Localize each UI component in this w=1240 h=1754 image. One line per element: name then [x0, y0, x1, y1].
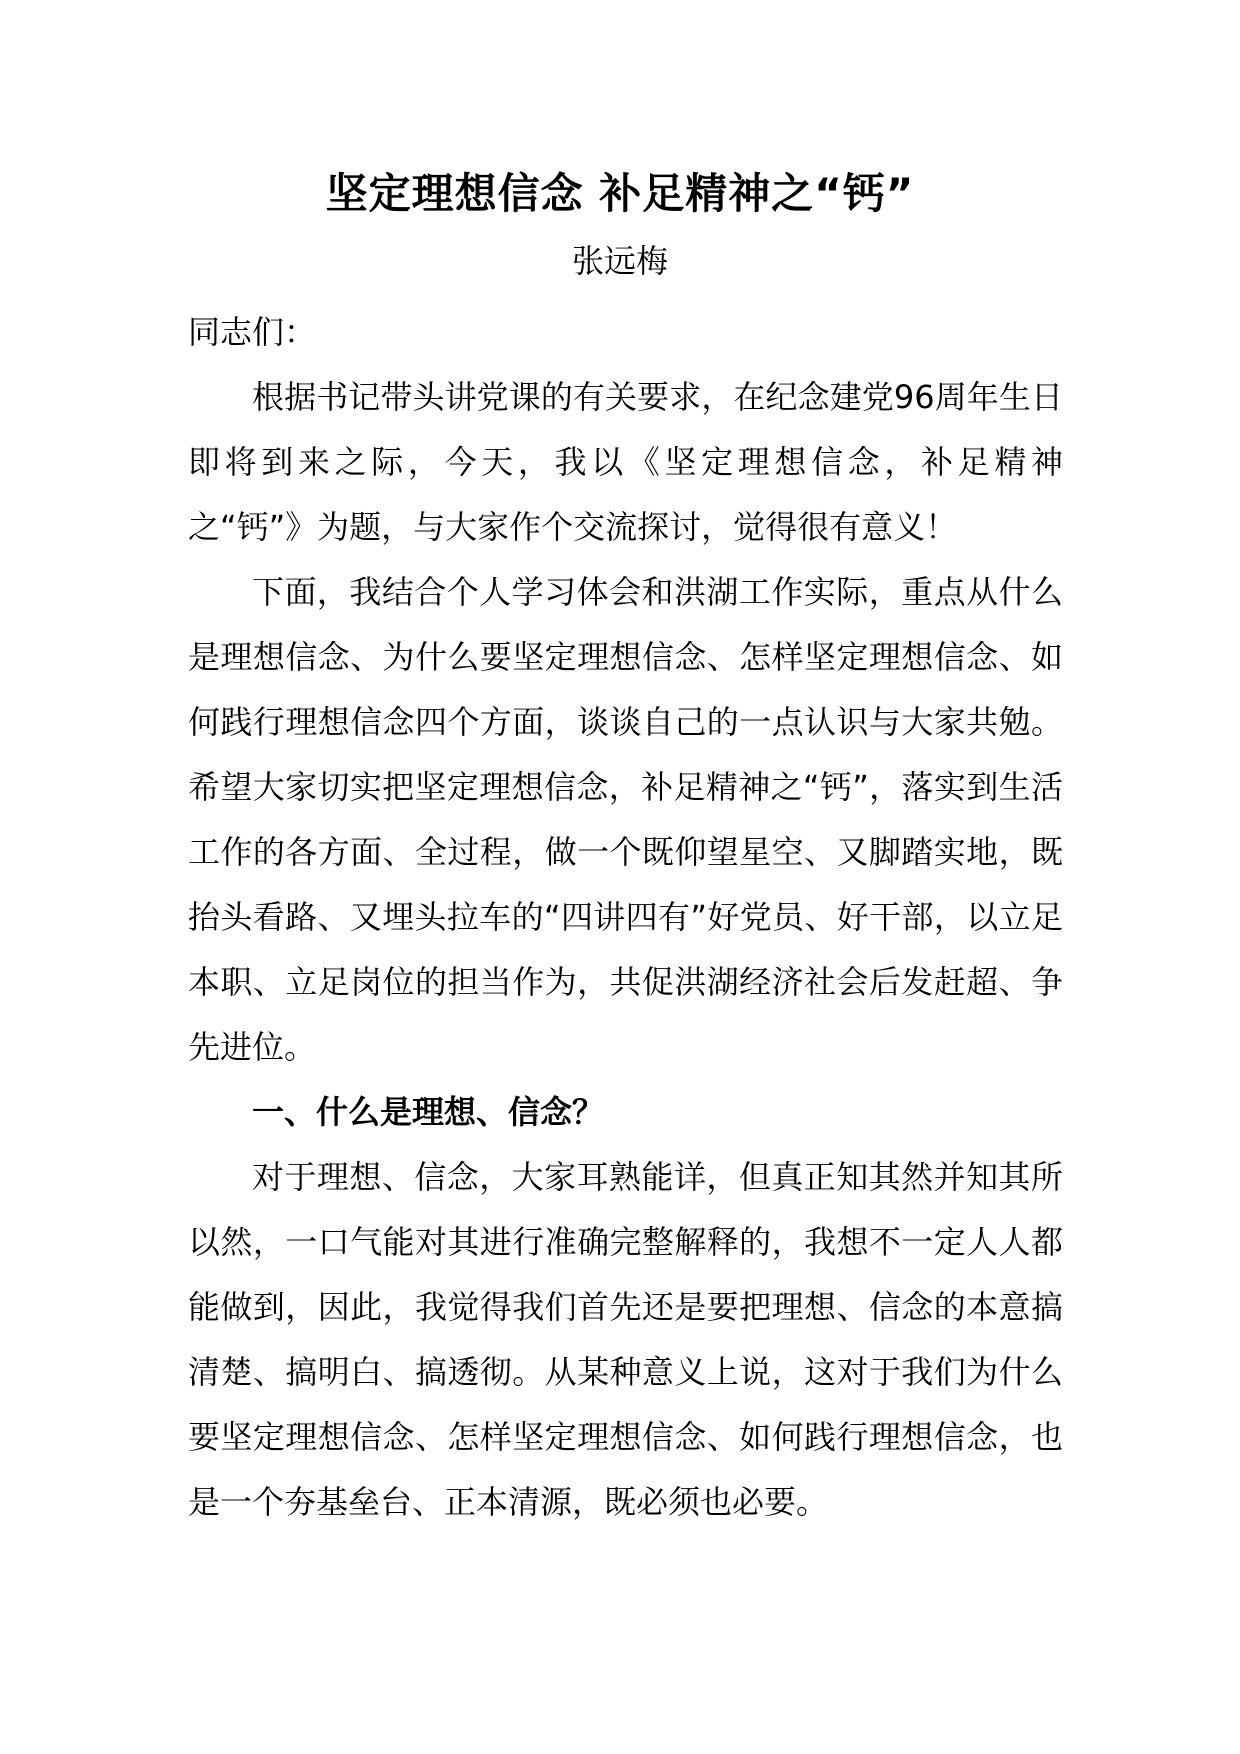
- section-paragraph: 对于理想、信念，大家耳熟能详，但真正知其然并知其所以然，一口气能对其进行准确完整解释的，我想不一定人人都能做到，因此，我觉得我们首先还是要把理想、信念的本意搞清楚、搞明白、搞透彻。从某种意义上说，这对于我们为什么要坚定理想信念、怎样坚定理想信念、如何践行理想信念，也是一个夯基垒台、正本清源，既必须也必要。: [188, 1158, 1063, 1521]
- document-body: [188, 300, 1063, 1535]
- paragraph-intro: 根据书记带头讲党课的有关要求，在纪念建党96周年生日即将到来之际，今天，我以《坚定理想信念，补足精神之“钙”》为题，与大家作个交流探讨，觉得很有意义！: [188, 378, 1063, 546]
- paragraph-outline: 下面，我结合个人学习体会和洪湖工作实际，重点从什么是理想信念、为什么要坚定理想信念、怎样坚定理想信念、如何践行理想信念四个方面，谈谈自己的一点认识与大家共勉。希望大家切实把坚定理想信念，补足精神之“钙”，落实到生活工作的各方面、全过程，做一个既仰望星空、又脚踏实地，既抬头看路、又埋头拉车的“四讲四有”好党员、好干部，以立足本职、立足岗位的担当作为，共促洪湖经济社会后发赶超、争先进位。: [188, 573, 1063, 1066]
- document-title: 坚定理想信念 补足精神之“钙”: [325, 169, 915, 218]
- document-author: 张远梅: [571, 242, 668, 280]
- salutation: 同志们：: [188, 313, 317, 351]
- section-heading: 一、什么是理想、信念？: [252, 1093, 605, 1131]
